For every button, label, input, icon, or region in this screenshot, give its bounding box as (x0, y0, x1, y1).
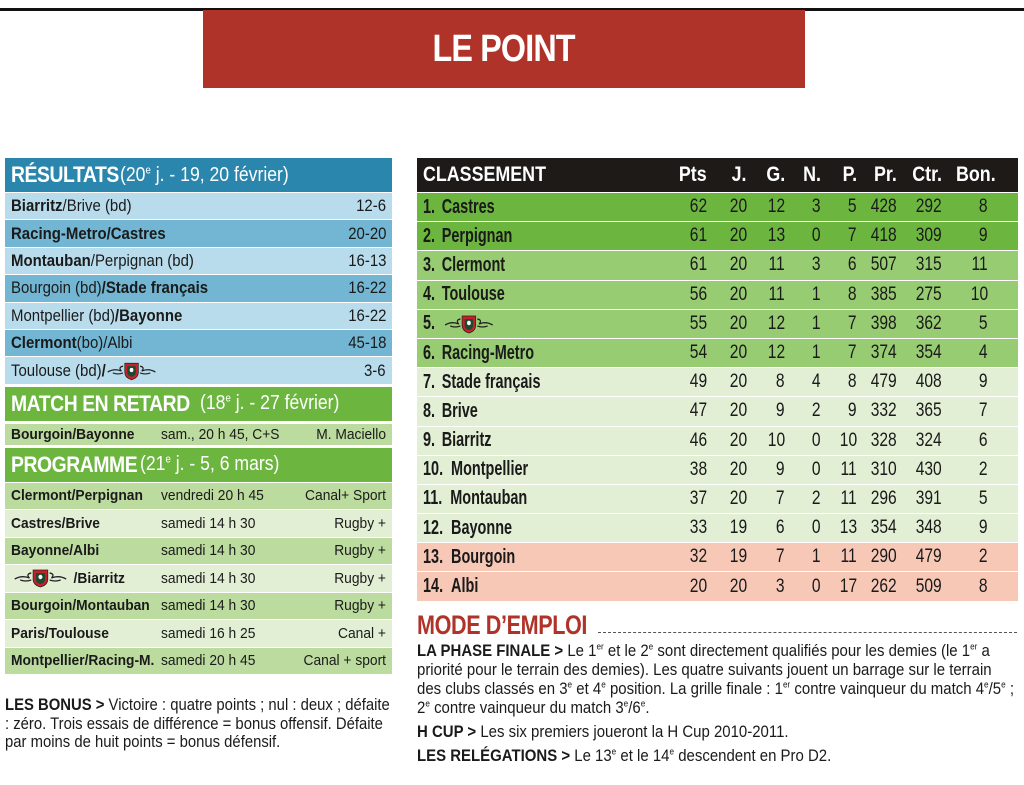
programme-row (5, 592, 392, 620)
result-row (5, 274, 392, 301)
stat-n: 1 (812, 283, 821, 305)
dashed-divider (598, 632, 1017, 633)
stat-j: 20 (729, 225, 747, 247)
standings-row (417, 221, 1018, 250)
stat-n: 0 (812, 225, 821, 247)
programme-tv-channel: Rugby + (334, 569, 386, 587)
stat-g: 7 (776, 487, 785, 509)
stat-n: 2 (812, 487, 821, 509)
stat-bon: 5 (979, 487, 988, 509)
stat-j: 20 (729, 487, 747, 509)
team-name (423, 546, 526, 569)
programme-tv-channel: Canal + sport (303, 652, 386, 670)
team-label: Albi (450, 575, 479, 598)
programme-row (5, 509, 392, 537)
result-away-team: Castres (110, 223, 166, 243)
column-header-n: N. (803, 163, 821, 186)
result-score: 20-20 (347, 223, 386, 243)
standings-row (417, 455, 1018, 484)
programme-match: Bourgoin/Montauban (11, 597, 150, 615)
programme-row (5, 482, 392, 510)
classement-table (417, 158, 1018, 601)
stat-j: 20 (729, 458, 747, 480)
column-header-pr: Pr. (874, 163, 897, 186)
stat-ctr: 292 (916, 196, 942, 218)
stat-g: 12 (767, 196, 785, 218)
stat-pr: 290 (871, 546, 897, 568)
programme-time: samedi 14 h 30 (161, 542, 256, 560)
programme-header (5, 448, 392, 482)
stat-ctr: 365 (916, 400, 942, 422)
team-rank: 12. (423, 516, 444, 539)
stat-ctr: 362 (916, 312, 942, 334)
standings-row (417, 309, 1018, 338)
result-away-team: Brive (bd) (66, 196, 132, 216)
team-label: Racing-Metro (441, 341, 534, 364)
programme-time: samedi 14 h 30 (161, 569, 256, 587)
resultats-list (5, 192, 392, 384)
result-away-team: Albi (107, 333, 133, 353)
result-row (5, 219, 392, 246)
programme-match: Bayonne/Albi (11, 542, 100, 560)
stat-p: 11 (840, 487, 857, 509)
stat-g: 13 (767, 225, 785, 247)
result-score: 3-6 (364, 360, 386, 380)
result-home-team: Toulouse (bd) (11, 360, 102, 380)
page-title: LE POINT (432, 27, 576, 70)
team-rank: 14. (423, 575, 444, 598)
programme-time: samedi 16 h 25 (161, 624, 256, 642)
rct-toulon-crest-icon (11, 568, 70, 588)
stat-ctr: 391 (916, 487, 942, 509)
team-name (423, 487, 541, 510)
stat-pr: 428 (871, 196, 897, 218)
result-home-team: Clermont (11, 333, 77, 353)
stat-ctr: 275 (916, 283, 942, 305)
stat-j: 20 (729, 196, 747, 218)
team-label: Castres (441, 195, 495, 218)
stat-g: 8 (776, 371, 785, 393)
stat-bon: 10 (970, 283, 988, 305)
result-home-team: Biarritz (11, 196, 63, 216)
team-rank: 4. (423, 283, 436, 306)
standings-row (417, 426, 1018, 455)
stat-p: 9 (848, 400, 857, 422)
stat-p: 7 (848, 312, 857, 334)
result-match (11, 306, 182, 326)
stat-g: 9 (776, 458, 785, 480)
column-header-pts: Pts (679, 163, 707, 186)
result-row (5, 192, 392, 219)
programme-row (5, 564, 392, 592)
bonus-text: Victoire : quatre points ; nul : deux ; défaite : zéro. Trois essais de différence = bonus offensif. Défaite par moins de huit points = bonus défensif. (5, 696, 390, 751)
team-rank: 1. (423, 195, 436, 218)
team-rank: 10. (423, 458, 444, 481)
result-home-team: Racing-Metro (11, 223, 107, 243)
standings-row (417, 280, 1018, 309)
result-away-team: Perpignan (bd) (94, 250, 194, 270)
rct-toulon-crest-icon (441, 314, 495, 334)
stat-bon: 8 (979, 196, 988, 218)
programme-match: Paris/Toulouse (11, 624, 109, 642)
stat-pts: 61 (689, 225, 707, 247)
stat-p: 8 (848, 371, 857, 393)
programme-match: Castres/Brive (11, 514, 100, 532)
programme-list (5, 482, 392, 675)
standings-row (417, 513, 1018, 542)
result-row (5, 329, 392, 356)
result-match (11, 278, 208, 298)
team-label: Perpignan (441, 224, 513, 247)
stat-ctr: 324 (916, 429, 942, 451)
stat-pr: 374 (871, 342, 897, 364)
standings-row (417, 250, 1018, 279)
stat-n: 1 (812, 342, 821, 364)
stat-pr: 332 (871, 400, 897, 422)
team-rank: 3. (423, 253, 436, 276)
team-label: Stade français (441, 370, 541, 393)
programme-row (5, 647, 392, 675)
retard-subtitle: (18e j. - 27 février) (200, 392, 340, 415)
stat-pts: 47 (689, 400, 707, 422)
stat-bon: 9 (979, 517, 988, 539)
stat-pts: 56 (689, 283, 707, 305)
stat-pr: 507 (871, 254, 897, 276)
result-match (11, 361, 157, 381)
result-separator: / (106, 223, 111, 243)
stat-pr: 385 (871, 283, 897, 305)
retard-row (5, 421, 392, 448)
stat-ctr: 408 (916, 371, 942, 393)
team-name (423, 575, 483, 598)
classement-header (417, 158, 1018, 192)
stat-ctr: 509 (916, 575, 942, 597)
stat-bon: 9 (979, 371, 988, 393)
result-score: 12-6 (356, 196, 386, 216)
resultats-title: RÉSULTATS (11, 162, 119, 187)
stat-n: 1 (812, 312, 821, 334)
stat-bon: 2 (979, 458, 988, 480)
stat-bon: 2 (979, 546, 988, 568)
stat-p: 11 (840, 458, 857, 480)
stat-ctr: 430 (916, 458, 942, 480)
team-label: Biarritz (441, 429, 492, 452)
stat-p: 10 (839, 429, 857, 451)
mode-emploi (417, 612, 1017, 765)
stat-j: 20 (729, 575, 747, 597)
result-row (5, 356, 392, 383)
stat-p: 6 (848, 254, 857, 276)
programme-time: samedi 20 h 45 (161, 652, 256, 670)
stat-p: 7 (848, 342, 857, 364)
phase-finale-label: LA PHASE FINALE > (417, 641, 564, 660)
hcup-text: Les six premiers joueront la H Cup 2010-2011. (476, 722, 789, 741)
stat-pts: 49 (689, 371, 707, 393)
programme-tv-channel: Rugby + (334, 542, 386, 560)
stat-pts: 38 (689, 458, 707, 480)
team-label: Clermont (441, 253, 505, 276)
stat-g: 3 (776, 575, 785, 597)
team-name (423, 371, 558, 394)
bonus-note (5, 696, 395, 752)
stat-n: 3 (812, 254, 821, 276)
team-name (423, 458, 542, 481)
stat-pr: 398 (871, 312, 897, 334)
standings-row (417, 338, 1018, 367)
stat-pts: 37 (689, 487, 707, 509)
programme-subtitle: (21e j. - 5, 6 mars) (140, 453, 280, 476)
rct-toulon-crest-icon (106, 361, 157, 381)
standings-row (417, 192, 1018, 221)
programme-tv-channel: Canal + (338, 624, 386, 642)
result-match (11, 333, 132, 353)
stat-pr: 296 (871, 487, 897, 509)
stat-pr: 418 (871, 225, 897, 247)
programme-tv-channel: Canal+ Sport (305, 487, 386, 505)
stat-n: 2 (812, 400, 821, 422)
team-label: Bayonne (450, 516, 512, 539)
retard-match: Bourgoin/Bayonne (11, 425, 135, 443)
stat-p: 8 (848, 283, 857, 305)
team-rank: 7. (423, 370, 436, 393)
stat-g: 11 (768, 283, 785, 305)
retard-header (5, 387, 392, 421)
programme-title: PROGRAMME (11, 451, 138, 477)
team-rank: 11. (423, 487, 443, 510)
programme-match: Clermont/Perpignan (11, 487, 143, 505)
stat-n: 1 (812, 546, 821, 568)
team-name (423, 429, 500, 452)
stat-p: 17 (839, 575, 857, 597)
stat-j: 20 (729, 429, 747, 451)
standings-row (417, 396, 1018, 425)
stat-n: 0 (812, 458, 821, 480)
programme-tv-channel: Rugby + (334, 597, 386, 615)
classement-title: CLASSEMENT (423, 163, 546, 186)
column-header-j: J. (732, 163, 747, 186)
stat-pr: 328 (871, 429, 897, 451)
team-name (423, 254, 516, 277)
result-home-team: Montauban (11, 250, 91, 270)
stat-p: 13 (839, 517, 857, 539)
team-name (423, 196, 504, 219)
stat-bon: 4 (979, 342, 988, 364)
programme-row (5, 619, 392, 647)
team-rank: 6. (423, 341, 436, 364)
column-header-ctr: Ctr. (912, 163, 942, 186)
stat-p: 7 (848, 225, 857, 247)
stat-g: 7 (776, 546, 785, 568)
phase-finale-text: Le 1er et le 2e sont directement qualifiés pour les demies (le 1er a priorité pour le terrain des demies). Les quatre suivants jouent un barrage sur le terrain des clubs classés en 3e et 4e position. La grille finale : 1er contre vainqueur du match 4e/5e ; 2e contre vainqueur du match 3e/6e. (417, 641, 1014, 717)
result-separator: / (101, 360, 106, 380)
team-label: Brive (441, 399, 478, 422)
stat-pr: 354 (871, 517, 897, 539)
stat-n: 0 (812, 517, 821, 539)
result-home-team: Montpellier (bd) (11, 305, 115, 325)
stat-bon: 9 (979, 225, 988, 247)
stat-bon: 5 (979, 312, 988, 334)
result-row (5, 247, 392, 274)
result-away-team: Bayonne (119, 305, 183, 325)
result-away-team: Stade français (105, 278, 209, 298)
phase-finale-paragraph (417, 641, 1017, 717)
stat-n: 3 (812, 196, 821, 218)
retard-title: MATCH EN RETARD (11, 390, 190, 416)
stat-pts: 20 (689, 575, 707, 597)
programme-time: samedi 14 h 30 (161, 597, 256, 615)
stat-j: 20 (729, 400, 747, 422)
team-rank: 13. (423, 545, 444, 568)
stat-ctr: 479 (916, 546, 942, 568)
team-name (423, 312, 496, 335)
team-label: Montauban (449, 487, 528, 510)
stat-bon: 11 (971, 254, 988, 276)
stat-n: 0 (812, 575, 821, 597)
retard-referee: M. Maciello (316, 425, 386, 443)
team-label: Montpellier (450, 458, 528, 481)
result-separator: / (90, 250, 95, 270)
stat-ctr: 309 (916, 225, 942, 247)
stat-g: 11 (768, 254, 785, 276)
column-header-p: P. (842, 163, 857, 186)
relegations-paragraph (417, 746, 1017, 765)
result-match (11, 224, 166, 244)
stat-g: 12 (767, 342, 785, 364)
team-name (423, 283, 516, 306)
team-name (423, 517, 523, 540)
team-rank: 9. (423, 429, 436, 452)
stat-pts: 54 (689, 342, 707, 364)
column-header-g: G. (766, 163, 785, 186)
stat-j: 20 (729, 342, 747, 364)
result-row (5, 302, 392, 329)
result-score: 45-18 (347, 333, 386, 353)
standings-row (417, 542, 1018, 571)
stat-g: 6 (776, 517, 785, 539)
result-match (11, 251, 194, 271)
stat-pr: 479 (871, 371, 897, 393)
stat-bon: 8 (979, 575, 988, 597)
resultats-header (5, 158, 392, 192)
result-home-bonus: (bo) (76, 333, 104, 353)
relegations-text: Le 13e et le 14e descendent en Pro D2. (570, 746, 832, 765)
resultats-subtitle: (20e j. - 19, 20 février) (119, 163, 289, 186)
team-rank: 8. (423, 399, 436, 422)
team-label: Bourgoin (450, 545, 516, 568)
team-rank: 2. (423, 224, 436, 247)
programme-row (5, 537, 392, 565)
programme-match: /Biarritz (11, 568, 149, 588)
left-column (5, 158, 392, 674)
stat-pts: 62 (689, 196, 707, 218)
stat-p: 5 (848, 196, 857, 218)
stat-j: 20 (729, 283, 747, 305)
stat-pts: 33 (689, 517, 707, 539)
programme-match: Montpellier/Racing-M. (11, 652, 155, 670)
stat-pts: 46 (689, 429, 707, 451)
stat-j: 20 (729, 312, 747, 334)
mode-emploi-title: MODE D’EMPLOI (417, 610, 588, 640)
result-separator: / (62, 196, 67, 216)
stat-p: 11 (840, 546, 857, 568)
result-separator: / (114, 305, 120, 325)
team-name (423, 400, 484, 423)
stat-j: 19 (729, 546, 747, 568)
result-score: 16-22 (347, 305, 386, 325)
result-match (11, 196, 132, 216)
stat-pts: 61 (689, 254, 707, 276)
stat-n: 4 (812, 371, 821, 393)
column-header-bon: Bon. (956, 163, 996, 186)
relegations-label: LES RELÉGATIONS > (417, 746, 571, 765)
hcup-paragraph (417, 722, 1017, 741)
hcup-label: H CUP > (417, 722, 477, 741)
stat-pts: 55 (689, 312, 707, 334)
standings-row (417, 484, 1018, 513)
stat-j: 20 (729, 254, 747, 276)
stat-ctr: 354 (916, 342, 942, 364)
stat-bon: 7 (979, 400, 988, 422)
stat-g: 12 (767, 312, 785, 334)
team-label: Toulouse (441, 283, 505, 306)
programme-tv-channel: Rugby + (334, 514, 386, 532)
team-rank: 5. (423, 312, 436, 335)
standings-row (417, 367, 1018, 396)
stat-g: 10 (767, 429, 785, 451)
result-score: 16-13 (347, 250, 386, 270)
stat-g: 9 (776, 400, 785, 422)
stat-j: 20 (729, 371, 747, 393)
retard-time: sam., 20 h 45, C+S (161, 425, 280, 443)
result-score: 16-22 (347, 278, 386, 298)
bonus-label: LES BONUS > (5, 696, 105, 714)
programme-time: samedi 14 h 30 (161, 514, 256, 532)
stat-n: 0 (812, 429, 821, 451)
programme-time: vendredi 20 h 45 (161, 487, 264, 505)
page-banner (203, 10, 805, 88)
stat-pts: 32 (689, 546, 707, 568)
team-name (423, 342, 550, 365)
team-name (423, 225, 525, 248)
stat-pr: 262 (871, 575, 897, 597)
stat-j: 19 (729, 517, 747, 539)
result-home-team: Bourgoin (bd) (11, 278, 102, 298)
stat-pr: 310 (871, 458, 897, 480)
result-separator: / (101, 278, 106, 298)
stat-ctr: 315 (916, 254, 942, 276)
stat-ctr: 348 (916, 517, 942, 539)
stat-bon: 6 (979, 429, 988, 451)
standings-row (417, 571, 1018, 600)
result-separator: / (103, 333, 108, 353)
